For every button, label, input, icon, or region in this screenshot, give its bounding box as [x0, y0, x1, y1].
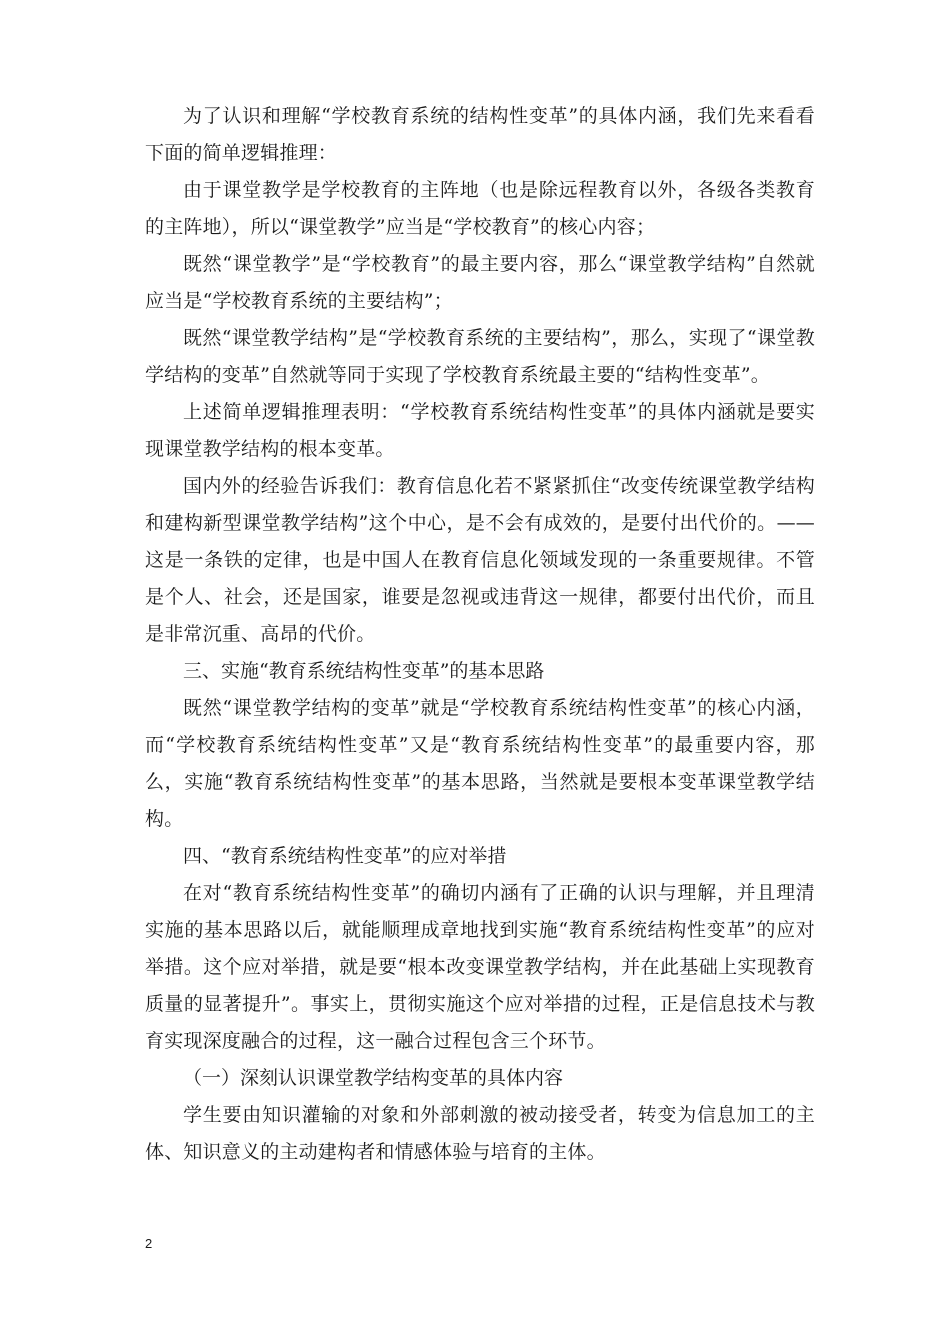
subsection-1-heading: （一）深刻认识课堂教学结构变革的具体内容	[183, 1067, 564, 1089]
paragraph-experience: 国内外的经验告诉我们：教育信息化若不紧紧抓住“改变传统课堂教学结构和建构新型课堂教学结构”这个中心，是不会有成效的，是要付出代价的。——这是一条铁的定律，也是中国人在教育信息化领域发现的一条重要规律。不管是个人、社会，还是国家，谁要是忽视或违背这一规律，都要付出代价，而且是非常沉重、高昂的代价。	[145, 475, 815, 645]
paragraph-intro: 为了认识和理解“学校教育系统的结构性变革”的具体内涵，我们先来看看下面的简单逻辑推理：	[145, 105, 815, 164]
subsection-1-paragraph: 学生要由知识灌输的对象和外部刺激的被动接受者，转变为信息加工的主体、知识意义的主动建构者和情感体验与培育的主体。	[145, 1104, 815, 1163]
paragraph-conclusion: 上述简单逻辑推理表明：“学校教育系统结构性变革”的具体内涵就是要实现课堂教学结构的根本变革。	[145, 401, 815, 460]
paragraph-reasoning-2: 既然“课堂教学”是“学校教育”的最主要内容，那么“课堂教学结构”自然就应当是“学校教育系统的主要结构”；	[145, 253, 815, 312]
section-4-paragraph: 在对“教育系统结构性变革”的确切内涵有了正确的认识与理解，并且理清实施的基本思路以后，就能顺理成章地找到实施“教育系统结构性变革”的应对举措。这个应对举措，就是要“根本改变课堂教学结构，并在此基础上实现教育质量的显著提升”。事实上，贯彻实施这个应对举措的过程，正是信息技术与教育实现深度融合的过程，这一融合过程包含三个环节。	[145, 882, 815, 1052]
section-4-heading: 四、“教育系统结构性变革”的应对举措	[183, 845, 507, 867]
section-3-paragraph: 既然“课堂教学结构的变革”就是“学校教育系统结构性变革”的核心内涵，而“学校教育系统结构性变革”又是“教育系统结构性变革”的最重要内容，那么，实施“教育系统结构性变革”的基本思路，当然就是要根本变革课堂教学结构。	[145, 697, 815, 830]
page-number: 2	[145, 1236, 153, 1251]
document-body	[145, 98, 815, 1171]
section-3-heading: 三、实施“教育系统结构性变革”的基本思路	[183, 660, 545, 682]
paragraph-reasoning-1: 由于课堂教学是学校教育的主阵地（也是除远程教育以外，各级各类教育的主阵地），所以“课堂教学”应当是“学校教育”的核心内容；	[145, 179, 815, 238]
paragraph-reasoning-3: 既然“课堂教学结构”是“学校教育系统的主要结构”，那么，实现了“课堂教学结构的变革”自然就等同于实现了学校教育系统最主要的“结构性变革”。	[145, 327, 815, 386]
